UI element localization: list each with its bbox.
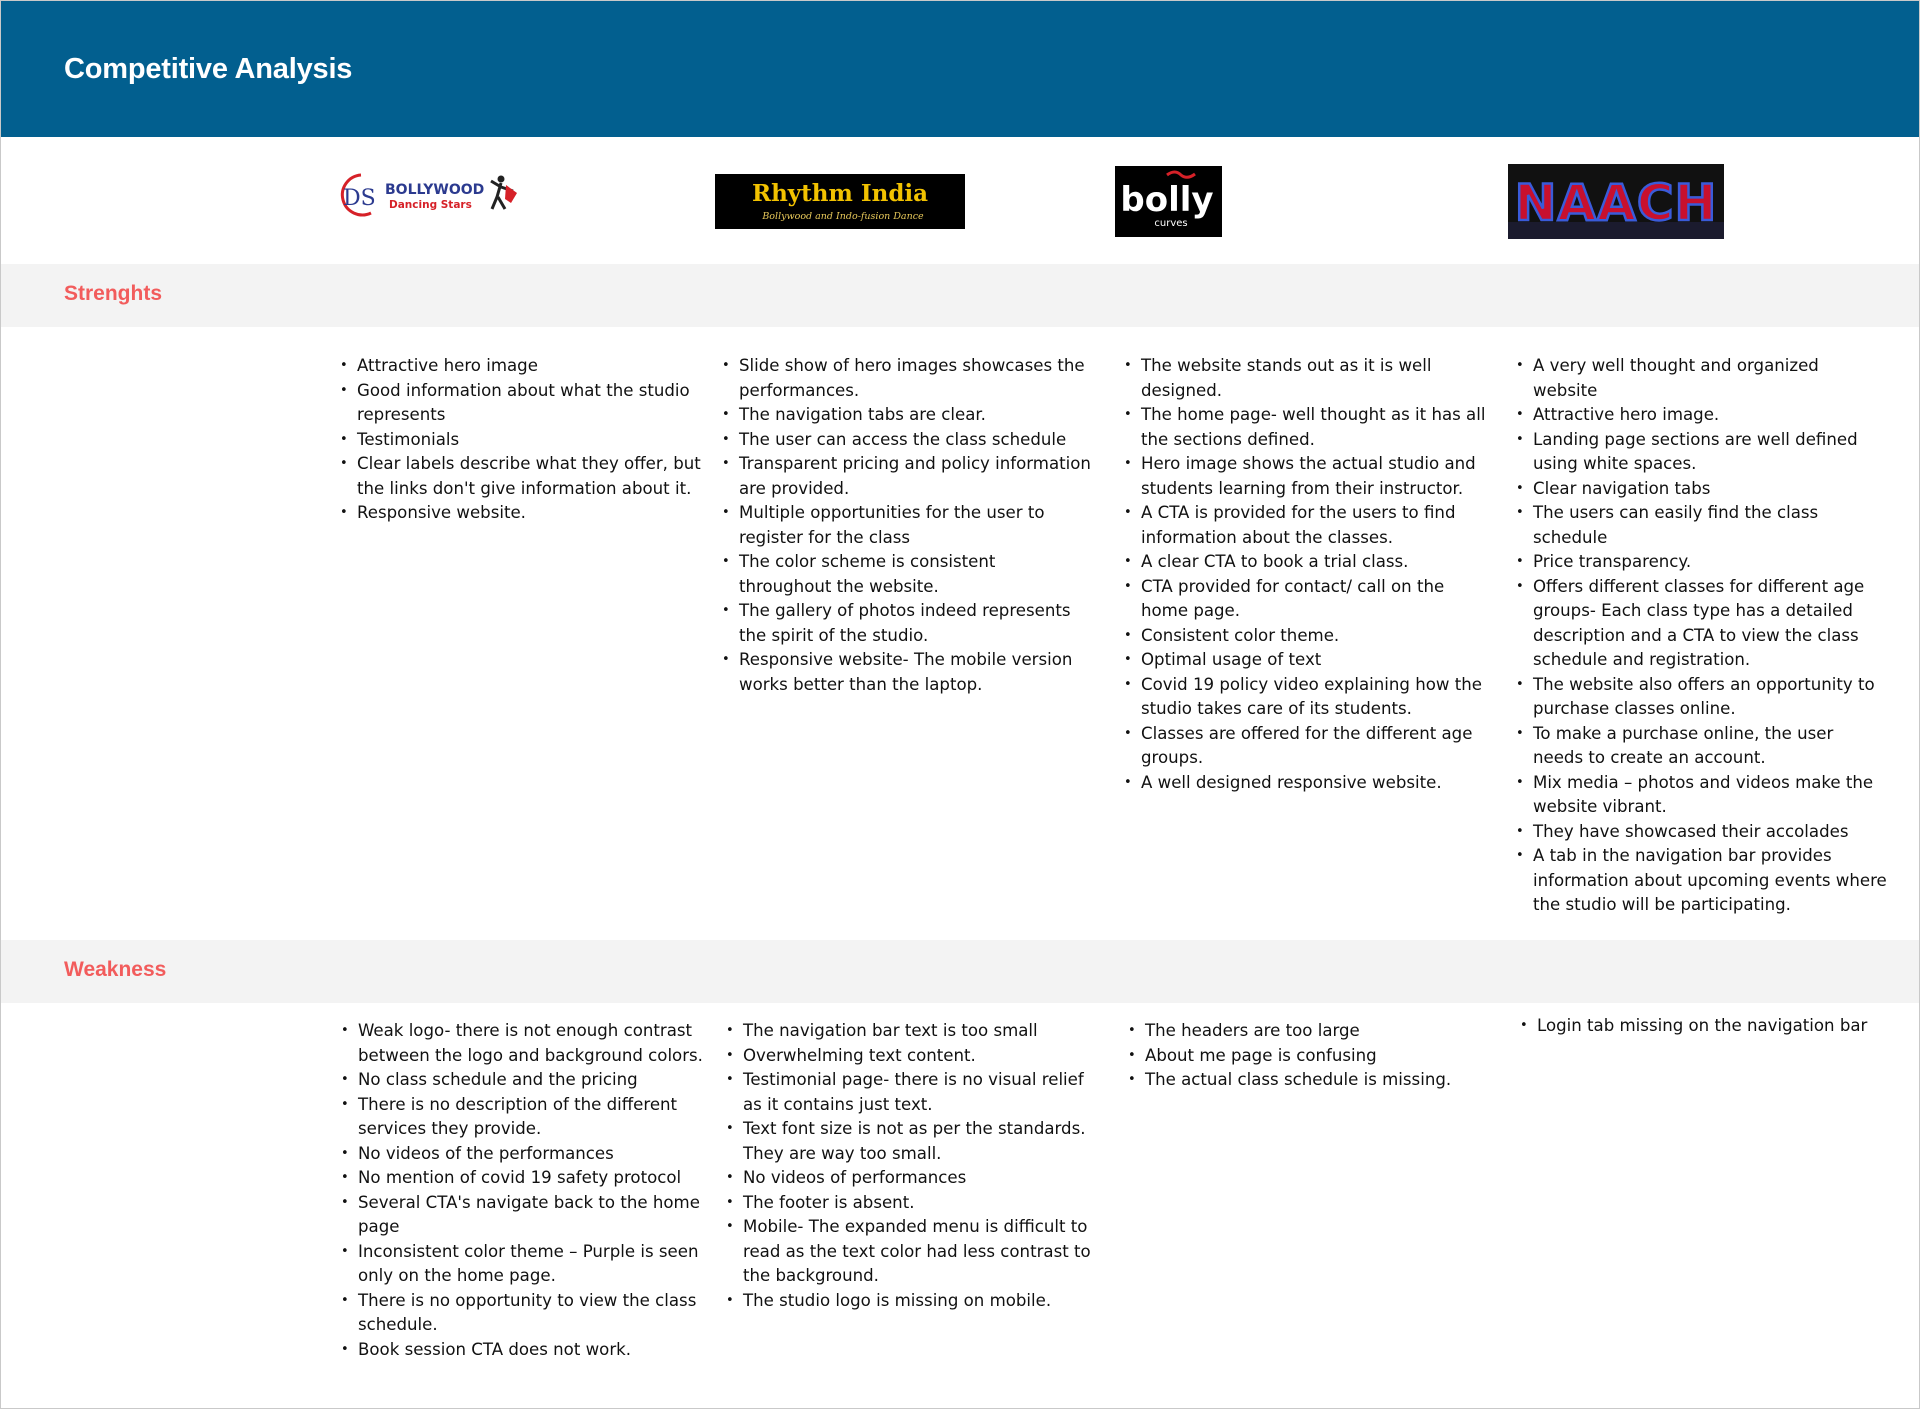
list-item: • Mix media – photos and videos make the website vibrant. [1516, 771, 1888, 820]
logo-line2: Bollywood and Indo-fusion Dance [762, 211, 924, 222]
list-item: • A tab in the navigation bar provides information about upcoming events where the studio will be participating. [1516, 844, 1888, 918]
list-item: • Mobile- The expanded menu is difficult to read as the text color had less contrast to the background. [726, 1215, 1096, 1289]
list-item: • Responsive website- The mobile version works better than the laptop. [722, 648, 1092, 697]
list-item: • The footer is absent. [726, 1191, 1096, 1216]
list-item: • The website stands out as it is well designed. [1124, 354, 1494, 403]
list-item: • Responsive website. [340, 501, 705, 526]
list-item: • Attractive hero image. [1516, 403, 1888, 428]
strengths-list-rhythm-india [722, 354, 1092, 697]
logo-line1: bolly [1120, 180, 1214, 220]
list-item: • To make a purchase online, the user needs to create an account. [1516, 722, 1888, 771]
list-item: • A well designed responsive website. [1124, 771, 1494, 796]
logo-monogram: DS [343, 186, 376, 211]
list-item: • Testimonial page- there is no visual relief as it contains just text. [726, 1068, 1096, 1117]
logo-bolly-curves [1115, 166, 1222, 237]
list-item: • Transparent pricing and policy information are provided. [722, 452, 1092, 501]
list-item: • Hero image shows the actual studio and students learning from their instructor. [1124, 452, 1494, 501]
list-item: • There is no description of the different services they provide. [341, 1093, 706, 1142]
list-item: • The actual class schedule is missing. [1128, 1068, 1498, 1093]
list-item: • Overwhelming text content. [726, 1044, 1096, 1069]
list-item: • The users can easily find the class schedule [1516, 501, 1888, 550]
list-item: • A very well thought and organized website [1516, 354, 1888, 403]
list-item: • About me page is confusing [1128, 1044, 1498, 1069]
page-header [1, 1, 1920, 137]
list-item: • The studio logo is missing on mobile. [726, 1289, 1096, 1314]
list-item: • No mention of covid 19 safety protocol [341, 1166, 706, 1191]
logo-line2: Dancing Stars [389, 199, 472, 211]
weakness-heading: Weakness [64, 958, 167, 981]
list-item: • No videos of performances [726, 1166, 1096, 1191]
list-item: • Price transparency. [1516, 550, 1888, 575]
strengths-heading: Strenghts [64, 282, 163, 305]
list-item: • The gallery of photos indeed represents the spirit of the studio. [722, 599, 1092, 648]
weakness-list-bolly-curves [1128, 1019, 1498, 1093]
list-item: • Inconsistent color theme – Purple is seen only on the home page. [341, 1240, 706, 1289]
logo-line1: NAACH [1514, 174, 1718, 232]
list-item: • The home page- well thought as it has all the sections defined. [1124, 403, 1494, 452]
weakness-list-naach [1520, 1014, 1892, 1039]
list-item: • Weak logo- there is not enough contrast between the logo and background colors. [341, 1019, 706, 1068]
list-item: • Clear labels describe what they offer, but the links don't give information about it. [340, 452, 705, 501]
list-item: • Book session CTA does not work. [341, 1338, 706, 1363]
list-item: • CTA provided for contact/ call on the home page. [1124, 575, 1494, 624]
list-item: • Covid 19 policy video explaining how the studio takes care of its students. [1124, 673, 1494, 722]
strengths-list-naach [1516, 354, 1888, 918]
list-item: • Multiple opportunities for the user to register for the class [722, 501, 1092, 550]
list-item: • The user can access the class schedule [722, 428, 1092, 453]
list-item: • Several CTA's navigate back to the home page [341, 1191, 706, 1240]
list-item: • The website also offers an opportunity to purchase classes online. [1516, 673, 1888, 722]
list-item: • The headers are too large [1128, 1019, 1498, 1044]
list-item: • Good information about what the studio represents [340, 379, 705, 428]
logo-rhythm-india [715, 174, 965, 229]
strengths-band [1, 264, 1920, 327]
list-item: • Classes are offered for the different age groups. [1124, 722, 1494, 771]
strengths-list-bolly-curves [1124, 354, 1494, 795]
logo-line1: Rhythm India [751, 180, 929, 207]
logo-line1: BOLLYWOOD [385, 182, 485, 198]
logo-bollywood-dancing-stars [331, 169, 523, 221]
list-item: • Attractive hero image [340, 354, 705, 379]
logo-naach [1508, 164, 1724, 239]
list-item: • Clear navigation tabs [1516, 477, 1888, 502]
dancers-icon [491, 176, 517, 210]
list-item: • Offers different classes for different age groups- Each class type has a detailed description and a CTA to view the class schedule and registration. [1516, 575, 1888, 673]
weakness-list-bollywood-dancing-stars [341, 1019, 706, 1362]
weakness-band [1, 940, 1920, 1003]
weakness-list-rhythm-india [726, 1019, 1096, 1313]
strengths-list-bollywood-dancing-stars [340, 354, 705, 526]
logo-line2: curves [1154, 218, 1188, 229]
list-item: • A clear CTA to book a trial class. [1124, 550, 1494, 575]
list-item: • The navigation bar text is too small [726, 1019, 1096, 1044]
list-item: • The navigation tabs are clear. [722, 403, 1092, 428]
list-item: • No class schedule and the pricing [341, 1068, 706, 1093]
list-item: • A CTA is provided for the users to find information about the classes. [1124, 501, 1494, 550]
list-item: • They have showcased their accolades [1516, 820, 1888, 845]
list-item: • Testimonials [340, 428, 705, 453]
list-item: • The color scheme is consistent throughout the website. [722, 550, 1092, 599]
list-item: • No videos of the performances [341, 1142, 706, 1167]
page-title: Competitive Analysis [64, 53, 353, 85]
list-item: • Landing page sections are well defined using white spaces. [1516, 428, 1888, 477]
list-item: • Optimal usage of text [1124, 648, 1494, 673]
list-item: • There is no opportunity to view the class schedule. [341, 1289, 706, 1338]
list-item: • Consistent color theme. [1124, 624, 1494, 649]
list-item: • Login tab missing on the navigation bar [1520, 1014, 1892, 1039]
list-item: • Text font size is not as per the standards. They are way too small. [726, 1117, 1096, 1166]
list-item: • Slide show of hero images showcases the performances. [722, 354, 1092, 403]
